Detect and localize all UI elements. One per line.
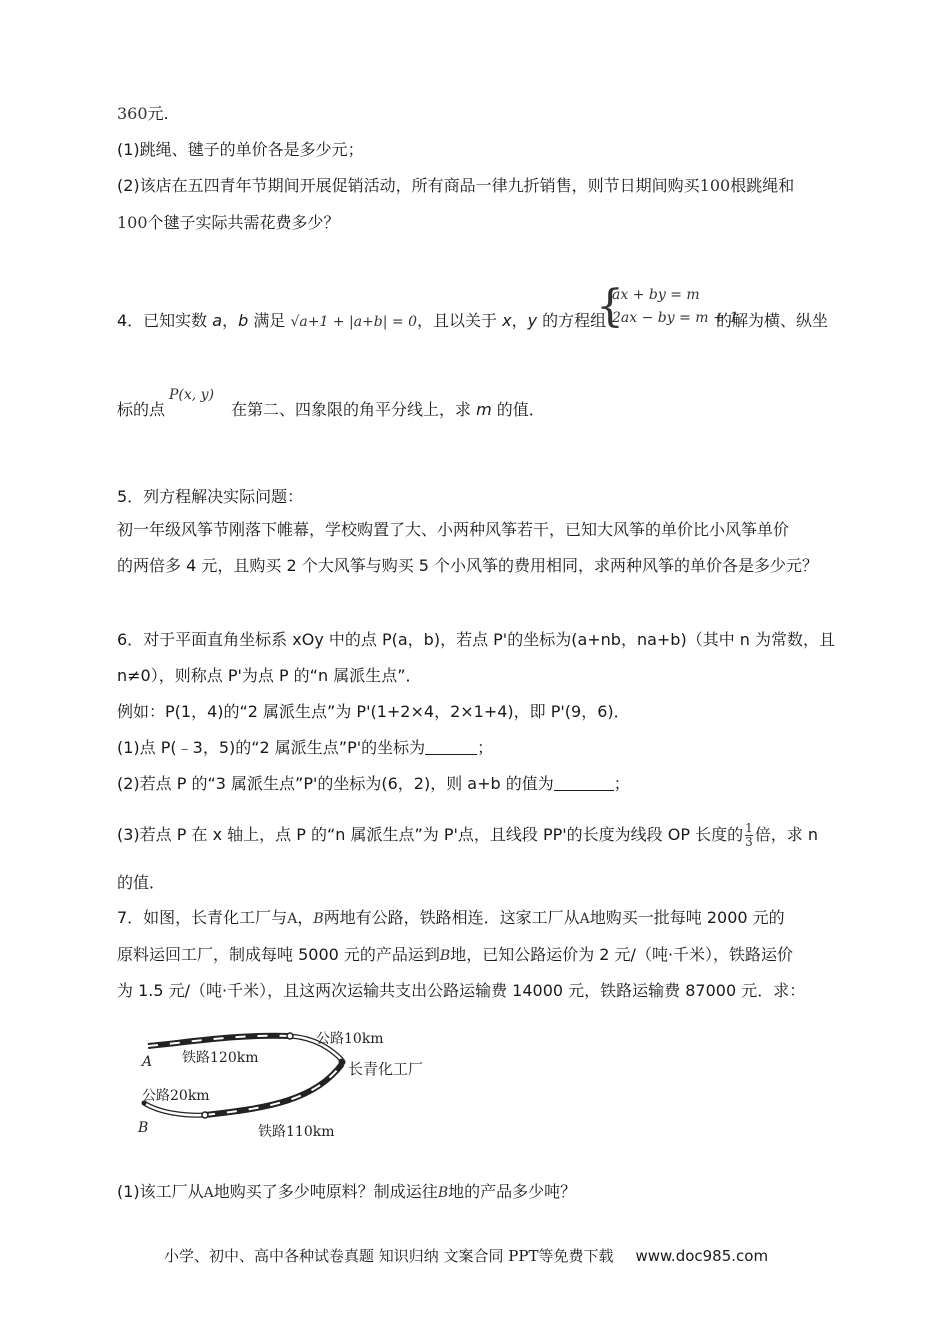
- footer-url[interactable]: www.doc985.com: [635, 1247, 769, 1265]
- q6-example: 例如：P(1，4)的“2 属派生点”为 P'(1+2×4，2×1+4)，即 P'(9，6)．: [117, 702, 630, 721]
- answer-blank-1[interactable]: [425, 738, 477, 755]
- road-20km-label: 公路20km: [142, 1088, 210, 1104]
- fraction-one-third: $\frac{1}{3}$: [745, 821, 753, 849]
- q6-part3-line2: 的值．: [117, 873, 166, 892]
- factory-point: [339, 1059, 346, 1066]
- amount-360: 360: [117, 104, 148, 123]
- point-B-label: B: [138, 1120, 149, 1136]
- q6-line2: n≠0），则称点 P'为点 P 的“n 属派生点”．: [117, 666, 422, 685]
- point-A-label: A: [142, 1054, 153, 1070]
- equation-1: ax + by = m: [612, 287, 700, 303]
- q7-line3: 为 1.5 元/（吨·千米），且这两次运输共支出公路运输费 14000 元，铁路运输费 87000 元．求：: [117, 981, 806, 1000]
- q4-line2: 标的点 在第二、四象限的角平分线上，求 m 的值．: [117, 400, 545, 419]
- road-10km-label: 公路10km: [316, 1031, 384, 1047]
- equation-system-brace: {: [596, 281, 624, 332]
- q3-part1: (1)跳绳、毽子的单价各是多少元；: [117, 140, 364, 159]
- continuation-line: [117, 104, 169, 124]
- point-label: P(x, y): [169, 387, 215, 403]
- page-footer: [164, 1245, 768, 1266]
- condition-formula: √a+1 + |a+b| = 0: [290, 314, 417, 330]
- q7-line1: 7．如图，长青化工厂与A，B两地有公路，铁路相连．这家工厂从A地购买一批每吨 2000 元的: [117, 908, 785, 927]
- q6-part1: (1)点 P(﹣3，5)的“2 属派生点”P'的坐标为 ；: [117, 738, 494, 757]
- rail-110km-label: 铁路110km: [258, 1124, 335, 1140]
- q5-line2: 的两倍多 4 元，且购买 2 个大风筝与购买 5 个小风筝的费用相同，求两种风筝的单价各是多少元？: [117, 556, 819, 575]
- q5-title: 5．列方程解决实际问题：: [117, 487, 304, 506]
- answer-blank-2[interactable]: [554, 774, 614, 791]
- q5-line1: 初一年级风筝节刚落下帷幕，学校购置了大、小两种风筝若干，已知大风筝的单价比小风筝单价: [117, 520, 790, 539]
- transport-route-figure: [130, 1020, 430, 1145]
- q6-part3-line1: (3)若点 P 在 x 轴上，点 P 的“n 属派生点”为 P'点，且线段 PP'的长度为线段 OP 长度的 $\frac{1}{3}$ 倍，求 n: [117, 821, 818, 849]
- q4-line1-end: 的解为横、纵坐: [716, 311, 829, 330]
- q6-line1: 6．对于平面直角坐标系 xOy 中的点 P(a，b)，若点 P'的坐标为(a+nb，na+b)（其中 n 为常数，且: [117, 630, 836, 649]
- q3-part2-line1: (2)该店在五四青年节期间开展促销活动，所有商品一律九折销售，则节日期间购买100根跳绳和: [117, 176, 795, 195]
- factory-label: 长青化工厂: [348, 1060, 424, 1078]
- rail-120km-label: 铁路120km: [182, 1050, 259, 1066]
- q6-part2: (2)若点 P 的“3 属派生点”P'的坐标为(6，2)，则 a+b 的值为 ；: [117, 774, 630, 793]
- footer-text: 小学、初中、高中各种试卷真题 知识归纳 文案合同 PPT等免费下载: [164, 1247, 614, 1265]
- q7-part1: (1)该工厂从A地购买了多少吨原料？制成运往B地的产品多少吨？: [117, 1182, 577, 1201]
- q7-line2: 原料运回工厂，制成每吨 5000 元的产品运到B地，已知公路运价为 2 元/（吨·千米），铁路运价: [117, 945, 794, 964]
- unit-yuan: 元.: [147, 104, 169, 123]
- q4-line1: 4．已知实数 a，b 满足 √a+1 + |a+b| = 0，且以关于 x，y 的方程组: [117, 311, 607, 330]
- q3-part2-line2: 100个毽子实际共需花费多少？: [117, 213, 340, 232]
- equation-2: 2ax − by = m + 1: [612, 310, 739, 326]
